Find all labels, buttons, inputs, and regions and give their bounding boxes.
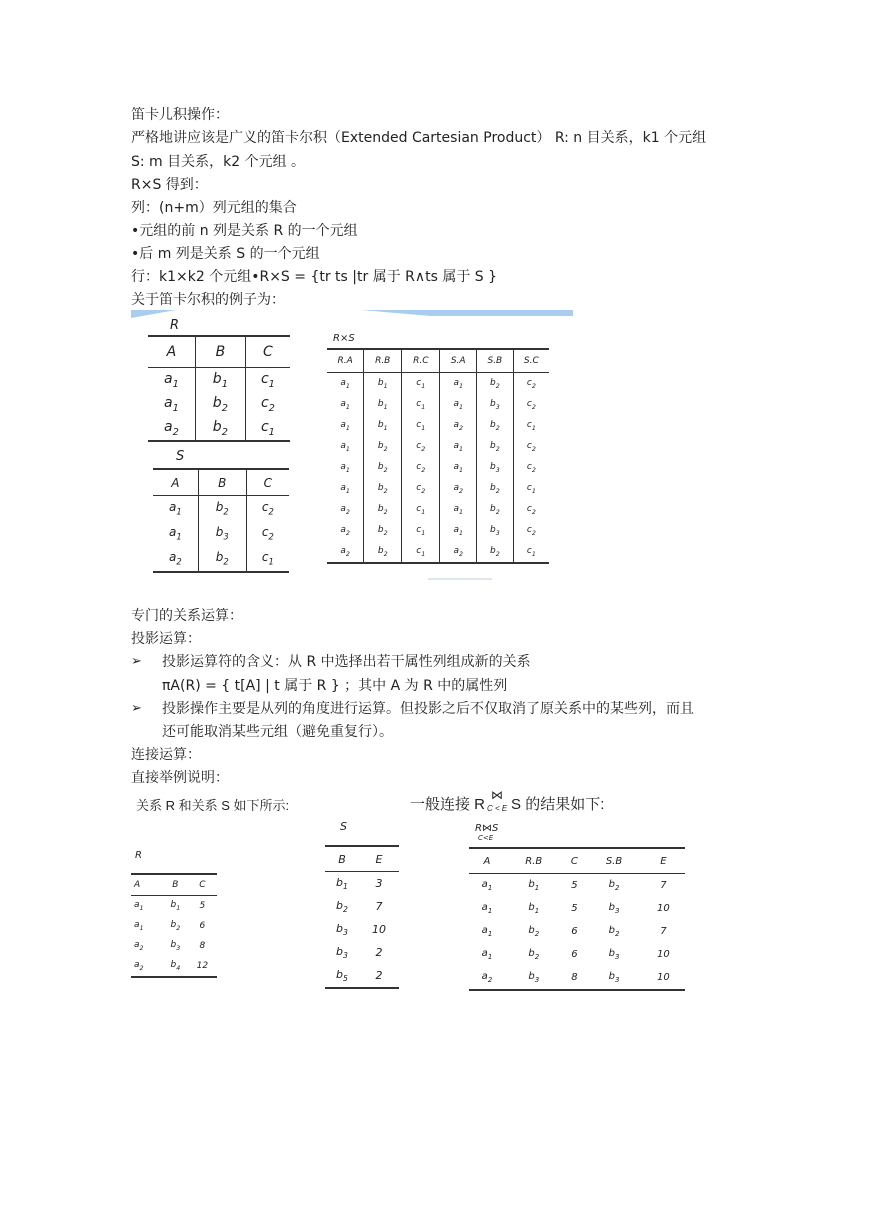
- table-cell: $b_2$: [477, 478, 514, 499]
- table-cell: $a_1$: [440, 457, 477, 478]
- table-cell: $b_2$: [364, 478, 402, 499]
- bullet-text: 还可能取消某些元组（避免重复行）。: [162, 724, 393, 740]
- table-cell: $c_2$: [513, 520, 549, 541]
- table-cell: $a_1$: [169, 525, 182, 542]
- table-header: A: [148, 336, 195, 368]
- table-cell: 8: [571, 972, 578, 983]
- table-cell: $a_1$: [481, 948, 493, 961]
- join-result-cond: C<E: [478, 834, 494, 842]
- table-cell: $c_2$: [402, 478, 440, 499]
- table-cell: $b_2$: [477, 499, 514, 520]
- join-caption-right: [410, 788, 605, 814]
- table-header: B: [195, 336, 245, 368]
- table-row: [469, 874, 685, 898]
- table-cell: $b_1$: [364, 394, 402, 415]
- table-cell: $a_1$: [340, 398, 350, 411]
- table-cell: $a_2$: [340, 503, 350, 516]
- table-cell: $a_1$: [340, 419, 350, 432]
- join-symbol-icon: ⋈ C < E: [487, 788, 508, 813]
- join-result-title: R⋈S: [475, 823, 499, 834]
- table-cell: $a_1$: [340, 377, 350, 390]
- table-cell: $c_2$: [402, 436, 440, 457]
- table-cell: $a_1$: [440, 520, 477, 541]
- table-cell: $c_1$: [245, 368, 290, 393]
- join-caption-pre: 一般连接 R: [410, 796, 486, 813]
- table-cell: $b_2$: [170, 920, 181, 932]
- heading-cartesian: 笛卡儿积操作：: [131, 107, 229, 123]
- table-row: [131, 896, 217, 917]
- table-cell: $c_1$: [402, 415, 440, 436]
- table-cell: 6: [199, 921, 206, 931]
- table-cell: 10: [657, 949, 670, 960]
- table-cell: $c_1$: [513, 478, 549, 499]
- table-cell: $a_2$: [440, 541, 477, 563]
- table-cell: $b_2$: [198, 546, 246, 572]
- table-cell: $b_2$: [477, 373, 514, 395]
- table-cell: $b_2$: [364, 457, 402, 478]
- table-header: A: [131, 874, 163, 896]
- table-cell: $b_2$: [198, 496, 246, 522]
- table-row: [148, 368, 290, 393]
- table-row: [153, 546, 289, 572]
- table-header: B: [163, 874, 188, 896]
- text-line: •元组的前 n 列是关系 R 的一个元组: [131, 223, 358, 239]
- bullet-text: 投影运算符的含义：从 R 中选择出若干属性列组成新的关系: [162, 654, 531, 670]
- table-row: [131, 956, 217, 977]
- table-cell: $b_3$: [336, 921, 348, 938]
- text-line: 行：k1×k2 个元组•R×S = {tr ts |tr 属于 R∧ts 属于 S }: [131, 269, 498, 285]
- table-cell: $c_2$: [246, 521, 289, 546]
- table-cell: $b_1$: [336, 875, 348, 892]
- table-cell: 6: [571, 949, 578, 960]
- join-caption-left: 关系 R 和关系 S 如下所示:: [136, 798, 290, 813]
- table-cell: $c_2$: [402, 457, 440, 478]
- table-r: [148, 335, 290, 442]
- table-header: S.A: [440, 349, 477, 373]
- table-header: B: [198, 469, 246, 496]
- table-row: [327, 436, 549, 457]
- table-row: [327, 478, 549, 499]
- table-cell: $a_2$: [340, 524, 350, 537]
- table-cell: $b_2$: [608, 879, 620, 892]
- table-header: S.C: [513, 349, 549, 373]
- table-cell: $c_2$: [513, 457, 549, 478]
- table-cell: $c_1$: [513, 415, 549, 436]
- table-cell: $b_2$: [477, 541, 514, 563]
- table-cell: $c_1$: [245, 416, 290, 441]
- table-cell: 10: [657, 903, 670, 914]
- arrow-bullet-icon: ➢: [131, 654, 142, 669]
- join-result-table: [469, 847, 685, 991]
- table-cell: $a_2$: [481, 971, 493, 984]
- table-cell: $b_3$: [170, 940, 181, 952]
- table-cell: $c_1$: [246, 546, 289, 572]
- table-rxs: [327, 348, 549, 564]
- table-row: [327, 457, 549, 478]
- table-cell: $c_2$: [513, 394, 549, 415]
- table-cell: $a_1$: [340, 482, 350, 495]
- table-cell: $c_2$: [513, 499, 549, 520]
- table-row: [148, 392, 290, 416]
- table-cell: $b_4$: [170, 960, 181, 972]
- table-cell: $b_2$: [477, 436, 514, 457]
- join-r-title: R: [135, 850, 142, 861]
- table-header: A: [469, 848, 505, 874]
- table-cell: $c_1$: [402, 373, 440, 395]
- table-header: E: [642, 848, 685, 874]
- table-cell: $b_3$: [608, 902, 620, 915]
- table-cell: $a_1$: [164, 394, 179, 414]
- table-cell: $b_3$: [608, 971, 620, 984]
- text-line: •后 m 列是关系 S 的一个元组: [131, 246, 320, 262]
- table-cell: 5: [571, 903, 578, 914]
- table-header: C: [563, 848, 587, 874]
- decorative-band: [131, 310, 573, 318]
- table-cell: $a_1$: [134, 920, 144, 932]
- table-header: S.B: [477, 349, 514, 373]
- bullet-text: πA(R) = { t[A] | t 属于 R } ；其中 A 为 R 中的属性列: [162, 678, 508, 694]
- table-s: [153, 468, 289, 573]
- table-cell: 2: [375, 969, 383, 982]
- table-row: [327, 520, 549, 541]
- table-cell: $b_2$: [608, 925, 620, 938]
- table-header: C: [188, 874, 217, 896]
- table-cell: 8: [199, 941, 206, 951]
- bullet-text: 投影操作主要是从列的角度进行运算。但投影之后不仅取消了原关系中的某些列，而且: [162, 701, 694, 717]
- table-cell: 12: [196, 961, 209, 971]
- table-header: R.C: [402, 349, 440, 373]
- table-header: C: [246, 469, 289, 496]
- text-line: R×S 得到：: [131, 177, 208, 193]
- table-cell: $b_2$: [477, 415, 514, 436]
- table-cell: 10: [657, 972, 670, 983]
- table-row: [325, 895, 399, 918]
- table-cell: $b_3$: [608, 948, 620, 961]
- table-cell: $b_1$: [528, 902, 540, 915]
- text-line: 列：(n+m）列元组的集合: [131, 200, 297, 216]
- table-cell: $a_2$: [440, 478, 477, 499]
- table-cell: $c_2$: [245, 392, 290, 416]
- table-cell: $b_3$: [477, 457, 514, 478]
- join-caption-post: S 的结果如下:: [511, 796, 605, 813]
- table-row: [148, 416, 290, 441]
- table-cell: 2: [375, 946, 383, 959]
- table-cell: $a_1$: [481, 902, 493, 915]
- text-line: 直接举例说明：: [131, 770, 229, 786]
- table-cell: $b_3$: [198, 521, 246, 546]
- table-header: R.A: [327, 349, 364, 373]
- table-cell: $a_2$: [134, 960, 144, 972]
- heading-join: 连接运算：: [131, 747, 201, 763]
- table-cell: $a_2$: [340, 545, 350, 558]
- table-cell: $c_1$: [402, 499, 440, 520]
- table-header: A: [153, 469, 198, 496]
- table-row: [327, 499, 549, 520]
- table-cell: $a_1$: [169, 500, 182, 517]
- table-header: R.B: [505, 848, 563, 874]
- table-cell: 5: [199, 901, 206, 911]
- table-row: [469, 897, 685, 920]
- table-cell: $a_2$: [169, 550, 182, 567]
- table-r-title: R: [170, 318, 180, 333]
- table-header: C: [245, 336, 290, 368]
- table-row: [469, 943, 685, 966]
- table-cell: $a_2$: [440, 415, 477, 436]
- table-row: [153, 521, 289, 546]
- table-cell: $c_2$: [513, 373, 549, 395]
- table-row: [469, 966, 685, 990]
- decorative-line: [428, 578, 492, 580]
- table-row: [131, 936, 217, 956]
- table-cell: 7: [375, 900, 383, 913]
- table-cell: $b_2$: [528, 948, 540, 961]
- table-cell: $c_1$: [402, 520, 440, 541]
- table-cell: $a_1$: [134, 900, 144, 912]
- table-cell: $c_1$: [402, 394, 440, 415]
- table-cell: $b_3$: [528, 971, 540, 984]
- table-cell: $b_3$: [477, 520, 514, 541]
- table-cell: $c_1$: [513, 541, 549, 563]
- table-cell: $a_1$: [440, 373, 477, 395]
- table-cell: $b_2$: [364, 436, 402, 457]
- table-row: [325, 872, 399, 896]
- table-cell: $a_1$: [164, 370, 179, 390]
- table-cell: $a_2$: [164, 418, 179, 438]
- table-cell: $a_1$: [340, 461, 350, 474]
- join-table-s: [325, 845, 399, 989]
- table-cell: $b_1$: [195, 368, 245, 393]
- join-s-title: S: [340, 820, 347, 833]
- table-row: [131, 916, 217, 936]
- table-cell: $b_5$: [336, 967, 348, 984]
- table-row: [327, 541, 549, 563]
- table-cell: $b_1$: [364, 415, 402, 436]
- table-cell: $b_2$: [195, 416, 245, 441]
- table-header: R.B: [364, 349, 402, 373]
- table-header: B: [325, 846, 359, 872]
- text-line: 严格地讲应该是广义的笛卡尔积（Extended Cartesian Product） R: n 目关系，k1 个元组: [131, 130, 707, 146]
- table-cell: 7: [660, 880, 667, 891]
- table-row: [325, 941, 399, 964]
- table-row: [153, 496, 289, 522]
- table-row: [327, 373, 549, 395]
- table-cell: $a_1$: [481, 925, 493, 938]
- table-cell: $b_2$: [528, 925, 540, 938]
- table-cell: $b_1$: [528, 879, 540, 892]
- table-row: [327, 394, 549, 415]
- table-cell: $b_3$: [477, 394, 514, 415]
- text-line: 关于笛卡尔积的例子为：: [131, 292, 285, 308]
- table-cell: 5: [571, 880, 578, 891]
- table-cell: $a_1$: [340, 440, 350, 453]
- table-cell: $a_1$: [440, 394, 477, 415]
- table-cell: $c_2$: [246, 496, 289, 522]
- arrow-bullet-icon: ➢: [131, 701, 142, 716]
- table-cell: $b_1$: [170, 900, 181, 912]
- table-cell: 6: [571, 926, 578, 937]
- table-cell: $b_3$: [336, 944, 348, 961]
- table-cell: 7: [660, 926, 667, 937]
- table-row: [325, 964, 399, 988]
- table-cell: $b_2$: [364, 541, 402, 563]
- table-rxs-title: R×S: [333, 333, 355, 344]
- text-line: S: m 目关系，k2 个元组 。: [131, 154, 306, 170]
- table-header: S.B: [586, 848, 642, 874]
- table-cell: $b_1$: [364, 373, 402, 395]
- table-cell: $c_1$: [402, 541, 440, 563]
- table-cell: $b_2$: [364, 499, 402, 520]
- table-cell: $b_2$: [195, 392, 245, 416]
- table-row: [469, 920, 685, 943]
- table-cell: $a_2$: [134, 940, 144, 952]
- table-cell: $a_1$: [481, 879, 493, 892]
- table-s-title: S: [176, 449, 185, 464]
- heading-projection: 投影运算：: [131, 631, 201, 647]
- join-table-r: [131, 873, 217, 978]
- table-cell: $c_2$: [513, 436, 549, 457]
- table-cell: 3: [375, 877, 383, 890]
- table-cell: 10: [371, 923, 386, 936]
- table-cell: $b_2$: [336, 898, 348, 915]
- table-cell: $a_1$: [440, 499, 477, 520]
- heading-special-ops: 专门的关系运算：: [131, 608, 243, 624]
- table-cell: $a_1$: [440, 436, 477, 457]
- table-row: [325, 918, 399, 941]
- table-cell: $b_2$: [364, 520, 402, 541]
- table-header: E: [359, 846, 399, 872]
- table-row: [327, 415, 549, 436]
